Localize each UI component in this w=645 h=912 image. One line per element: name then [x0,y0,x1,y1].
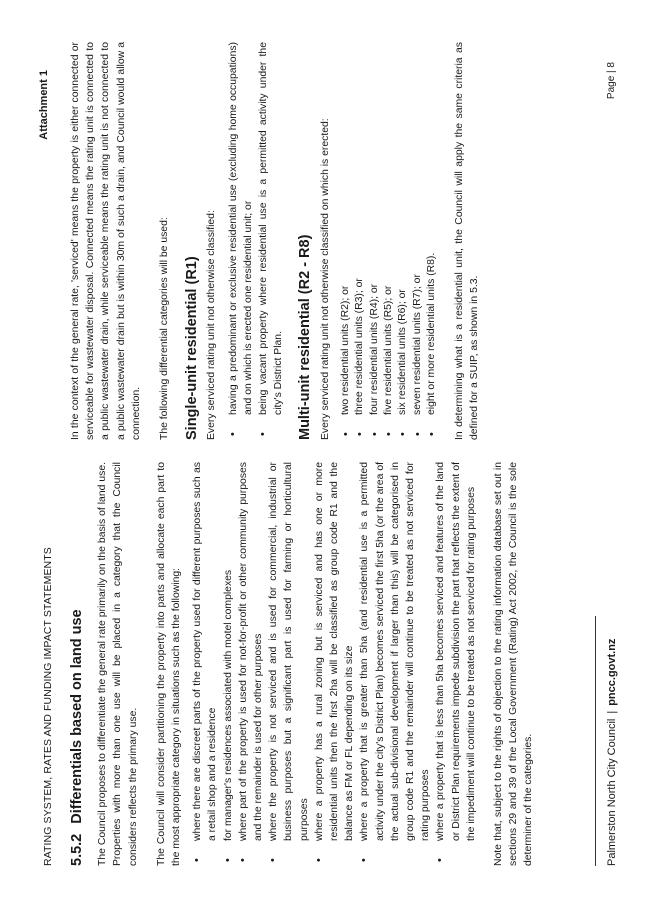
website-link[interactable]: pncc.govt.nz [606,638,618,706]
left-column [68,462,550,866]
list-item: • six residential units (R6); or [396,42,410,440]
org-name: Palmerston North City Council [606,718,618,866]
list-item: • five residential units (R5); or [382,42,396,440]
footer-divider [595,616,596,866]
paragraph: In determining what is a residential unit, the Council will apply the same criteria as defined for a SUIP, as shown in 5.3. [453,42,480,440]
list-item: • for manager's residences associated with motel complexes [221,462,236,866]
paragraph: Every serviced rating unit not otherwise classified on which is erected: [319,118,331,440]
paragraph: The Council proposes to differentiate the general rate primarily on the basis of land use. Properties with more than one use will be placed in a category that the Council considers reflects the primary use. [97,462,139,866]
list-item: • having a predominant or exclusive residential use (excluding home occupations) and on which is erected one residential unit; or [226,42,256,440]
list-item: • where there are discreet parts of the property used for different purposes such as a retail shop and a residence [190,462,220,866]
footer-separator: | [606,710,618,714]
r1-list [226,42,287,440]
paragraph: Note that, subject to the rights of objection to the rating information database set out in sections 29 and 39 of the Local Government (Rating) Act 2002, the Council is the sole determiner of the categories. [493,462,535,866]
page-number: Page | 8 [606,62,617,100]
attachment-label: Attachment 1 [38,70,50,140]
list-item: • where part of the property is used for not-for-profit or other community purposes and the remainder is used for other purposes [236,462,266,866]
right-column [68,42,495,440]
list-item: • where a property that is less than 5ha becomes serviced and features of the land or District Plan requirements impede subdivision the part that reflects the extent of the impediment will continue to be treated as not serviced for rating purposes [433,462,479,866]
list-item: • where the property is not serviced and is used for commercial, industrial or business purposes but a significant part is used for farming or horticultural purposes [266,462,312,866]
r2-list [339,42,440,440]
paragraph: The following differential categories will be used: [159,217,171,440]
section-title: Differentials based on land use [69,609,85,824]
list-item: • seven residential units (R7); or [411,42,425,440]
r1-heading: Single-unit residential (R1) [184,256,201,440]
running-header: RATING SYSTEM, RATES AND FUNDING IMPACT STATEMENTS [42,547,54,866]
paragraph: Every serviced rating unit not otherwise classified: [206,210,218,440]
section-number: 5.5.2 [69,833,85,866]
partition-list [190,462,479,866]
list-item: • where a property has a rural zoning but is serviced and has one or more residential units then the first 2ha will be classified as group code R1 and the balance as FM or FL depending on its size [312,462,358,866]
list-item: • four residential units (R4); or [368,42,382,440]
paragraph: The Council will consider partitioning the property into parts and allocate each part to the most appropriate category in situations such as the following: [155,462,183,866]
section-heading [70,462,85,866]
footer-org [606,639,618,866]
paragraph: In the context of the general rate, 'serviced' means the property is either connected or serviceable for wastewater disposal. Connected means the rating unit is connected to a public wastewater drain, while serviceable means the rating unit is not connected to a public wastewater drain but is within 30m of such a drain, and Council would allow a connection. [70,42,142,440]
list-item: • three residential units (R3); or [353,42,367,440]
list-item: • where a property that is greater than 5ha (and residential use is a permitted activity under the city's District Plan) becomes serviced the first 5ha (or the area of the actual sub-divisional development if larger than this) will be categorised in group code R1 and the remainder will continue to be treated as not serviced for rating purposes [357,462,433,866]
list-item: • being vacant property where residential use is a permitted activity under the city's District Plan. [256,42,286,440]
r2-heading: Multi-unit residential (R2 - R8) [297,234,314,440]
list-item: • two residential units (R2); or [339,42,353,440]
list-item: • eight or more residential units (R8). [425,42,439,440]
